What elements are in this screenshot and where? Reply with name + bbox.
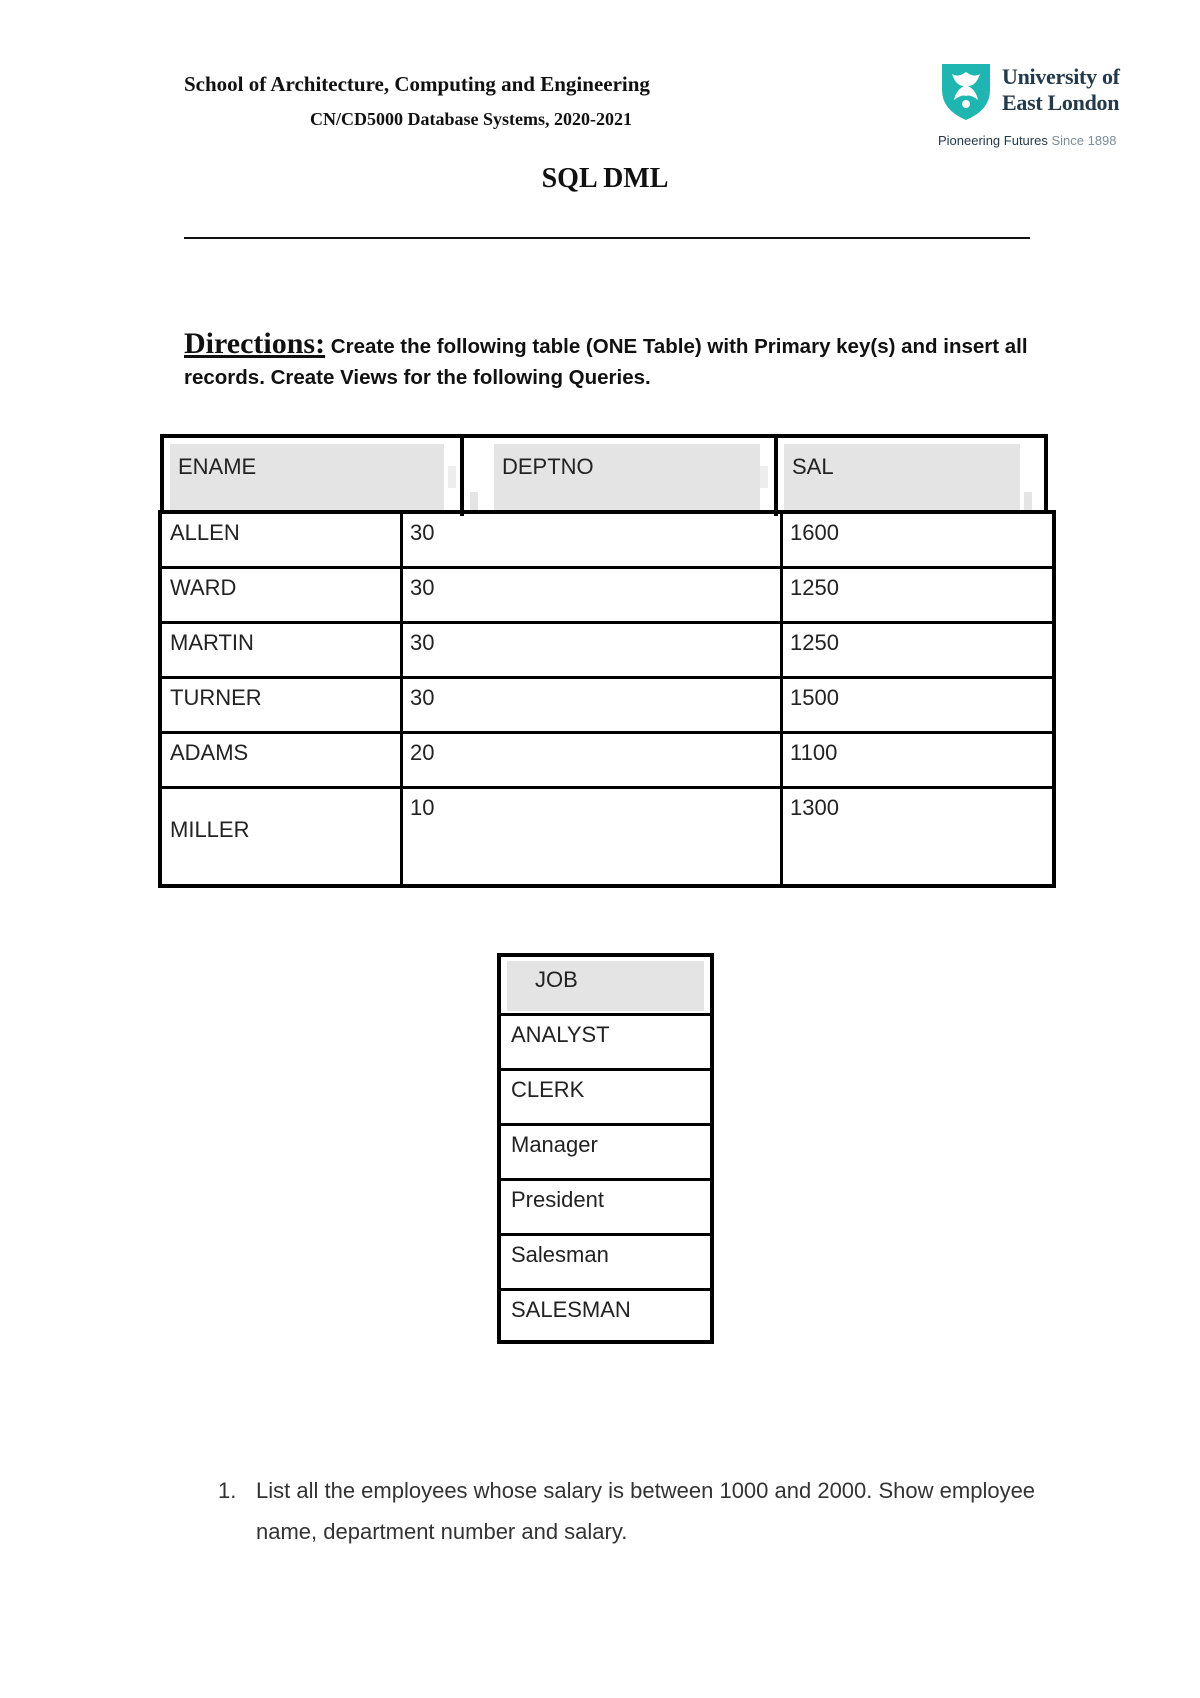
table-row [501, 1288, 710, 1340]
logo-tagline [938, 133, 1117, 148]
cell-job: CLERK [511, 1077, 585, 1102]
logo-tagline-since: Since 1898 [1051, 133, 1117, 148]
logo-tagline-main: Pioneering Futures [938, 133, 1048, 148]
table-row [501, 1123, 710, 1178]
cell-ename: ADAMS [170, 740, 249, 765]
table-row [162, 569, 1052, 624]
cell-deptno: 30 [410, 575, 435, 600]
cell-job: Manager [511, 1132, 598, 1157]
cell-job: Salesman [511, 1242, 609, 1267]
table-row [501, 1013, 710, 1068]
directions-text: Create the following table (ONE Table) with Primary key(s) and insert all records. Create Views for the following Queries. [184, 335, 1028, 389]
cell-ename: MILLER [170, 817, 250, 842]
header-cell-tab [448, 466, 456, 488]
school-name: School of Architecture, Computing and Engineering [184, 72, 650, 96]
cell-sal: 1600 [790, 520, 839, 545]
header-cell-tab [170, 492, 178, 512]
cell-deptno: 20 [410, 740, 435, 765]
table-row [162, 789, 1052, 884]
directions-paragraph [184, 328, 1044, 393]
employee-table [158, 510, 1056, 888]
cell-ename: ALLEN [170, 520, 240, 545]
header-cell-tab [760, 466, 768, 488]
cell-ename: MARTIN [170, 630, 254, 655]
header-label-sal: SAL [792, 454, 834, 479]
question-text: List all the employees whose salary is between 1000 and 2000. Show employee name, department number and salary. [256, 1478, 1036, 1544]
logo-university-name-line2: East London [1002, 90, 1120, 115]
cell-sal: 1500 [790, 685, 839, 710]
cell-sal: 1100 [790, 740, 838, 765]
question-number: 1. [218, 1478, 237, 1503]
header-divider [774, 438, 778, 516]
cell-deptno: 30 [410, 630, 435, 655]
cell-deptno: 30 [410, 685, 435, 710]
cell-sal: 1300 [790, 795, 839, 820]
cell-sal: 1250 [790, 630, 839, 655]
header-cell-ename [170, 444, 444, 510]
header-label-ename: ENAME [178, 454, 257, 479]
header-cell-tab [470, 492, 478, 512]
job-header-cell [507, 961, 704, 1011]
cell-job: President [511, 1187, 604, 1212]
cell-ename: WARD [170, 575, 237, 600]
cell-deptno: 30 [410, 520, 435, 545]
table-row [162, 734, 1052, 789]
header-cell-sal [784, 444, 1020, 510]
job-table [497, 953, 714, 1344]
table-row [162, 514, 1052, 569]
header-label-deptno: DEPTNO [502, 454, 594, 479]
main-table-header [160, 434, 1048, 512]
page-title: SQL DML [541, 163, 669, 194]
phoenix-crest-icon [938, 60, 994, 122]
cell-sal: 1250 [790, 575, 839, 600]
cell-job: SALESMAN [511, 1297, 631, 1322]
table-row [162, 679, 1052, 734]
job-header-label: JOB [535, 967, 578, 992]
cell-job: ANALYST [511, 1022, 610, 1047]
directions-label: Directions: [184, 327, 326, 360]
table-row [501, 1178, 710, 1233]
header-cell-tab [1024, 492, 1032, 512]
table-row [501, 1068, 710, 1123]
cell-ename: TURNER [170, 685, 262, 710]
course-title: CN/CD5000 Database Systems, 2020-2021 [310, 109, 632, 129]
cell-deptno: 10 [410, 795, 435, 820]
header-cell-deptno [494, 444, 760, 510]
table-row [501, 1233, 710, 1288]
logo-university-name-line1: University of [1002, 64, 1120, 89]
table-row [162, 624, 1052, 679]
header-divider [460, 438, 464, 516]
title-divider [184, 237, 1030, 239]
